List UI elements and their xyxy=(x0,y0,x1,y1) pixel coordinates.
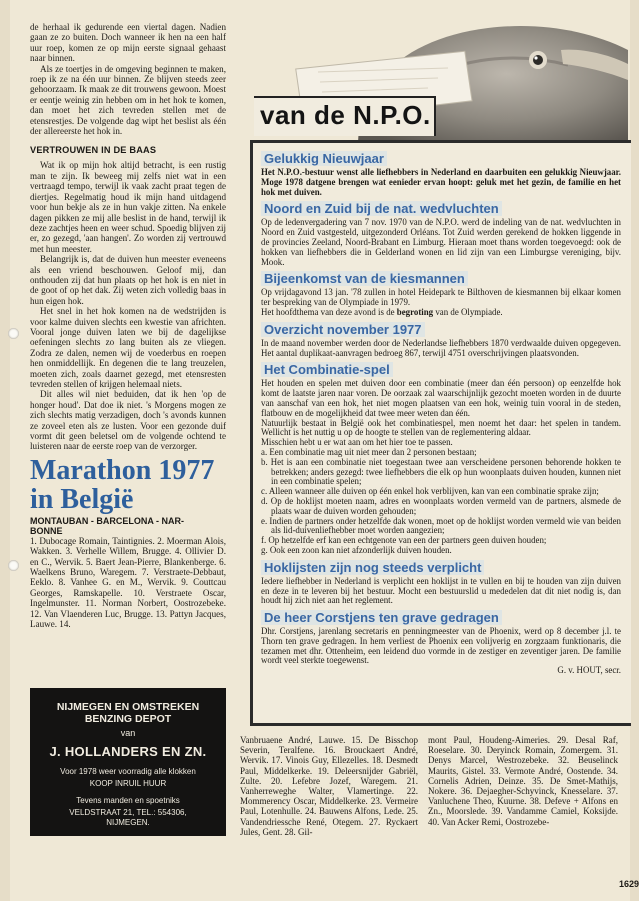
left-column xyxy=(30,22,226,630)
section-text: Het houden en spelen met duiven door een combinatie (meer dan één persoon) op eenzelfde hok komt de laatste jaren naar voren. De oorzaak zal waarschijnlijk gezocht moeten worden in de duurte van aanschaf van een hok, het niet mogen plaatsen van een hok, weinig tuin vooral in de steden, flatbouw en de mogelijkheid dat twee meer weten dan één. xyxy=(261,378,621,418)
section-text: Misschien hebt u er wat aan om het hier toe te passen. xyxy=(261,437,453,448)
rule-item: f. Op hetzelfde erf kan een echtgenote van een der partners geen duiven houden; xyxy=(261,535,547,546)
ad-line: NIJMEGEN. xyxy=(106,818,150,827)
section-text: Op de ledenvergadering van 7 nov. 1970 van de N.P.O. werd de indeling van de nat. wedvluchten in Noord en Zuid vastgesteld, uitgezonderd Orléans. Tot Zuid werden gerekend de hokken liggende in de provincies Zeeland, Noord-Brabant en Limburg. Hieraan moet thans worden toegevoegd: ook de hokken van liefhebbers die in Gelderland wonen en lid zijn van een Limburgse vereniging, bijv. Mook. xyxy=(261,217,621,267)
marathon-title-line: Marathon 1977 xyxy=(30,454,215,486)
page-number: 1629 xyxy=(619,879,639,889)
ad-line: NIJMEGEN EN OMSTREKEN xyxy=(56,701,200,713)
text-run: Het hoofdthema van deze avond is de xyxy=(261,306,397,317)
section-text: Iedere liefhebber in Nederland is verplicht een hoklijst in te vullen en bij te houden van zijn duiven en deze in te leveren bij het bestuur. Mocht een bestuurslid u mededelen dat dit niet nodig is, dan houdt hij zich niet aan het reglement. xyxy=(261,575,621,606)
marathon-subtitle-line: MONTAUBAN - BARCELONA - NAR- xyxy=(30,515,184,526)
magazine-page xyxy=(10,0,639,901)
punch-hole-top xyxy=(8,328,19,339)
section-text: Het N.P.O.-bestuur wenst alle liefhebbers in Nederland en daarbuiten een gelukkig Nieuwjaar. Moge 1978 datgene brengen wat eenieder ervan hoopt: geluk met het gezin, de familie en het hok met duiven. xyxy=(261,167,621,197)
marathon-subtitle xyxy=(30,516,226,536)
section-title: Hoklijsten zijn nog steeds verplicht xyxy=(261,560,484,575)
marathon-title xyxy=(30,456,226,514)
section-title: Bijeenkomst van de kiesmannen xyxy=(261,271,468,286)
marathon-subtitle-line: BONNE xyxy=(30,525,63,536)
text-run: van de Olympiade. xyxy=(433,306,503,317)
signature: G. v. HOUT, secr. xyxy=(557,665,621,676)
intro-paragraph: de herhaal ik gedurende een viertal dagen. Nadien gaan ze zo buiten. Doch wanneer ik hen na een half uur roep, komen ze op mijn eerste signaal gehaast naar binnen. xyxy=(30,22,226,64)
rule-item: a. Een combinatie mag uit niet meer dan 2 personen bestaan; xyxy=(261,446,477,457)
emphasis-text: begroting xyxy=(396,306,434,317)
section-title: Overzicht november 1977 xyxy=(261,322,425,337)
rule-item: g. Ook een zoon kan niet afzonderlijk duiven houden. xyxy=(261,544,452,555)
rule-item: b. Het is aan een combinatie niet toegestaan twee aan verscheidene personen behorende hokken te betrekken; anders gezegd: twee liefhebbers die elk op hun woonplaats duiven houden, kunnen niet in een combinatie spelen; xyxy=(261,456,621,487)
results-continued-col1: Vanbruaene André, Lauwe. 15. De Bisschop Severin, Teralfene. 16. Brouckaert André, Wervik. 17. Vinois Guy, Ellezelles. 18. Desmedt Paul, Middelkerke. 19. Deleersnijder Gabriël, Zulte. 20. Lefebre Jozef, Waregem. 21. Vanherreweghe Walter, Vlamertinge. 22. Mommerency Oscar, Middelkerke. 23. Vermeire Paul, Lotenhulle. 24. Bauwens Alfons, Lede. 25. Vandendriessche René, Otegem. 27. Ryckaert Jules, Gent. 28. Gil- xyxy=(240,735,418,837)
ad-company-name: J. HOLLANDERS EN ZN. xyxy=(49,744,207,759)
ad-line: KOOP INRUIL HUUR xyxy=(89,779,167,788)
rule-item: c. Alleen wanneer alle duiven op één enkel hok verblijven, kan van een combinatie sprake zijn; xyxy=(261,486,599,497)
section-text xyxy=(261,308,621,318)
ad-address xyxy=(30,808,226,828)
punch-hole-bottom xyxy=(8,560,19,571)
section-heading: VERTROUWEN IN DE BAAS xyxy=(30,145,157,156)
marathon-results: 1. Dubocage Romain, Taintignies. 2. Moerman Alois, Wakken. 3. Verhelle Willem, Brugge. 4. Ollivier D. en C., Wervik. 5. Baert Jean-Pierre, Blankenberge. 6. Waelkens Bruno, Waregem. 7. Verstraete-Debbaut, Eeklo. 8. Vanhee G. en M., Wervik. 9. Couttcau Georges, Ramskapelle. 10. Verstraete Oscar, Ingelmunster. 11. Norman Norbert, Oostrozebeke. 12. Van Vlaenderen Luc, Brugge. 13. Pattyn Jacques, Lauwe. 14. xyxy=(30,535,226,630)
ad-line: VELDSTRAAT 21, TEL.: 554306, xyxy=(69,808,187,817)
section-title: Het Combinatie-spel xyxy=(261,362,393,377)
ad-line: van xyxy=(120,728,136,738)
body-paragraph: Wat ik op mijn hok altijd betracht, is een rustig man te zijn. Ik beweeg mij zelfs niet wat in een vertraagd tempo, terwijl ik vaak zacht praat tegen de diertjes. Regelmatig houd ik mijn hand uitdagend voor hun bekje als ze in hun vakje zitten. Na enkele dagen pikken ze mij alle beslist in de hand, terwijl ik deze zachtjes heen en weer schud. Spoedig blijven zij er, zo gezegd, 'aan hangen'. Zo worden zij vertrouwd met hun meester. xyxy=(30,160,226,254)
rule-item: e. Indien de partners onder hetzelfde dak wonen, moet op de hoklijst worden vermeld wie van beiden als lid-duivenliefhebber moet worden aangezien; xyxy=(261,515,621,536)
rule-item: d. Op de hoklijst moeten naam, adres en woonplaats worden vermeld van de partners, alsmede de plaats waar de duiven worden gehouden; xyxy=(261,495,621,516)
section-text: Dhr. Corstjens, jarenlang secretaris en penningmeester van de Phoenix, werd op 8 december j.l. te Thorn ten grave gedragen. In hem verliest de Phoenix een volijverig en zorgzaam funktionaris, die tezamen met dhr. Ottenheim, een leidend duo vormde in de zestiger en zeventiger jaren. De familie wordt veel sterkte toegewenst. xyxy=(261,626,621,666)
ad-line: BENZING DEPOT xyxy=(84,713,172,725)
npo-news-box xyxy=(250,140,631,726)
section-text: Natuurlijk bestaat in België ook het combinatiespel, men noemt het daar: het spelen in tandem. Wellicht is het nuttig u op de hoogte te stellen van de reglementering aldaar. xyxy=(261,417,621,438)
section-text: In de maand november werden door de Nederlandse liefhebbers 1870 verdwaalde duiven opgegeven. Het aantal duplikaat-aanvragen bedroeg 867, terwijl 4751 overschrijvingen plaatsvonden. xyxy=(261,337,621,358)
section-title: De heer Corstjens ten grave gedragen xyxy=(261,610,502,625)
page-title: van de N.P.O. xyxy=(260,100,431,130)
intro-paragraph: Als ze toertjes in de omgeving beginnen te maken, roep ik ze na één uur binnen. Ze blijven steeds zeer gehoorzaam. Ik maak ze dit trouwens gewoon. Moest er eentje weinig zin hebben om in het hok te komen, dan moet het zich tevreden stellen met de etensrestjes. De volgende dag wipt het beslist als één der allereerste het hok in. xyxy=(30,63,226,137)
marathon-title-line: in België xyxy=(30,483,134,515)
body-paragraph: Het snel in het hok komen na de wedstrijden is voor kalme duiven slechts een kwestie van africhten. Vooral jonge duiven laten we bij de dagelijkse oefeningen slechts zo lang buiten als ze vliegen. Zodra ze dalen, nemen wij de voederbus en roepen hen onmiddellijk. En degenen die te lang treuzelen, moeten zich, zoals daarnet gezegd, met etensresten tevreden stellen of krijgen helemaal niets. xyxy=(30,306,226,389)
body-paragraph: Dit alles wil niet beduiden, dat ik hen 'op de honger houd'. Dat doe ik niet. 's Morgens mogen ze zich slechts matig verzadigen, doch 's avonds kunnen ze zoveel eten als ze lusten. Voor een gezonde duif vormt dit geen beletsel om de volgende ochtend te luisteren naar de eerste roep van de verzorger. xyxy=(30,389,226,452)
results-continued-col2: mont Paul, Houdeng-Aimeries. 29. Desal Raf, Roeselare. 30. Deryinck Romain, Zomergem. 31. Denys Marcel, Westrozebeke. 32. Beuselinck Maurits, Gistel. 33. Vermote André, Oostende. 34. Cornelis Adrien, Deinze. 35. De Smet-Mathijs, Nokere. 36. Dejaegher-Schyvinck, Knesselare. 37. Vanluchene Theo, Kuurne. 38. Defeve + Alfons en Zn., Moorslede. 39. Vandamme Camiel, Koksijde. 40. Van Acker Remi, Oostrozebe- xyxy=(428,735,618,827)
body-paragraph: Belangrijk is, dat de duiven hun meester eveneens als een vriend beschouwen. Geloof mij, dan onthouden zij dat hun plaats op het hok is en niet in de goot of op het dak. Zij weten zich volledig baas in hun eigen hok. xyxy=(30,254,226,306)
ad-line: Voor 1978 weer voorradig alle klokken xyxy=(60,767,196,776)
section-title: Gelukkig Nieuwjaar xyxy=(261,151,387,166)
section-text: Op vrijdagavond 13 jan. '78 zullen in hotel Heidepark te Bilthoven de kiesmannen bij elkaar komen ter bespreking van de Olympiade in 1979. xyxy=(261,287,621,308)
advertisement xyxy=(30,688,226,836)
section-title: Noord en Zuid bij de nat. wedvluchten xyxy=(261,201,502,216)
ad-line: Tevens manden en spoetniks xyxy=(76,796,180,805)
